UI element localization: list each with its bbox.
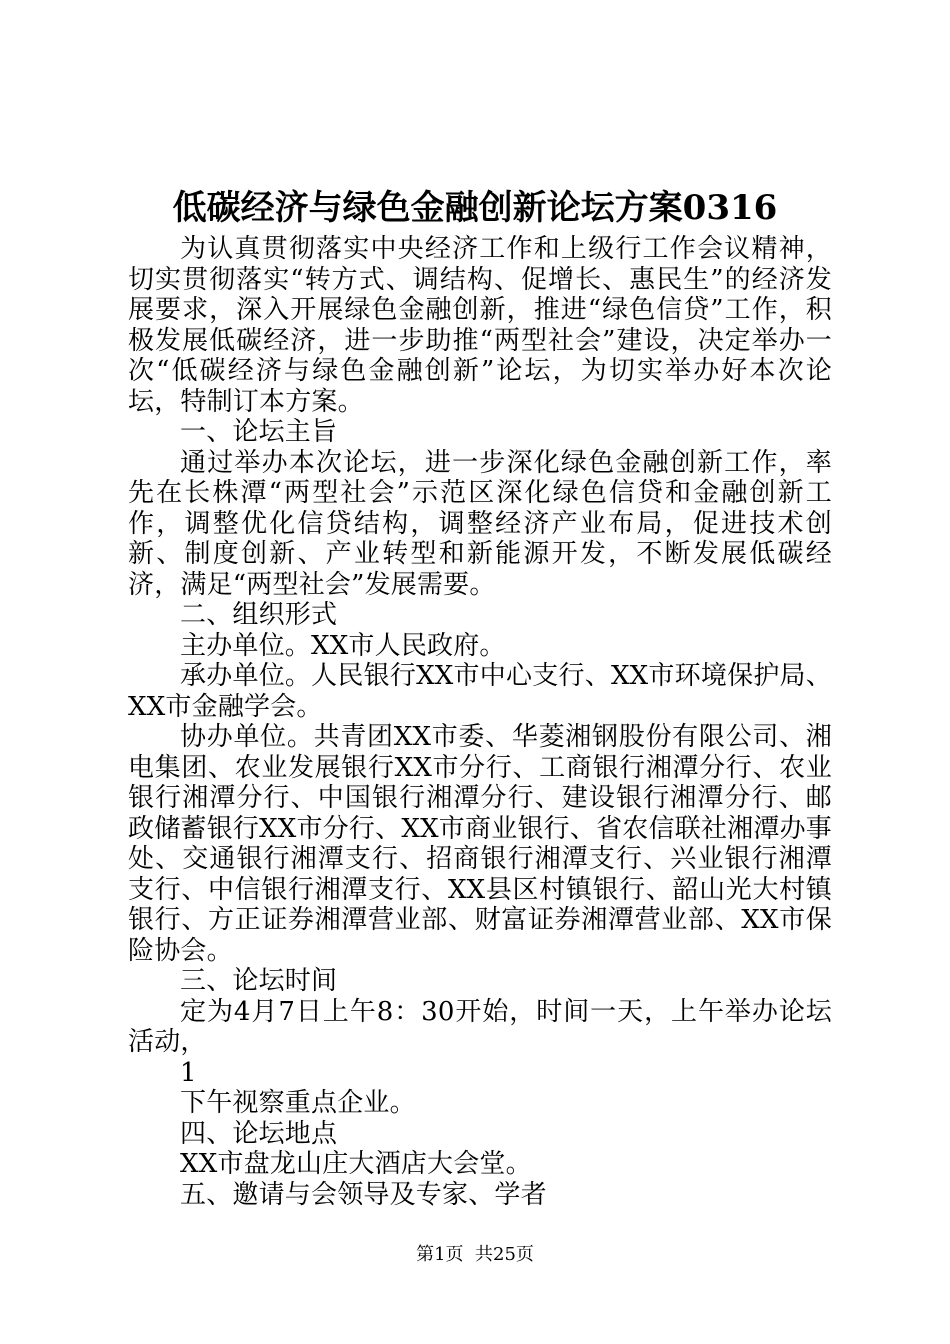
page-footer: 第1页 共25页 xyxy=(416,1244,534,1265)
section-heading-organization: 二、组织形式 xyxy=(180,600,338,630)
host-paragraph: 主办单位。XX市人民政府。 xyxy=(180,630,506,661)
section-heading-venue: 四、论坛地点 xyxy=(180,1118,338,1149)
organizer-paragraph: 承办单位。人民银行XX市中心支行、XX市环境保护局、XX市金融学会。 xyxy=(128,661,832,722)
section-heading-time: 三、论坛时间 xyxy=(180,966,338,996)
document-title: 低碳经济与绿色金融创新论坛方案0316 xyxy=(172,188,778,228)
time-paragraph: 定为4月7日上午8：30开始，时间一天，上午举办论坛活动， xyxy=(128,996,832,1057)
co-organizer-paragraph: 协办单位。共青团XX市委、华菱湘钢股份有限公司、湘电集团、农业发展银行XX市分行、工商银行湘潭分行、农业银行湘潭分行、中国银行湘潭分行、建设银行湘潭分行、邮政储蓄银行XX市分行、XX市商业银行、省农信联社湘潭办事处、交通银行湘潭支行、招商银行湘潭支行、兴业银行湘潭支行、中信银行湘潭支行、XX县区村镇银行、韶山光大村镇银行、方正证券湘潭营业部、财富证券湘潭营业部、XX市保险协会。 xyxy=(128,722,832,966)
venue-paragraph: XX市盘龙山庄大酒店大会堂。 xyxy=(180,1149,532,1179)
section-heading-guests: 五、邀请与会领导及专家、学者 xyxy=(180,1179,547,1210)
intro-paragraph: 为认真贯彻落实中央经济工作和上级行工作会议精神，切实贯彻落实“转方式、调结构、促增长、惠民生”的经济发展要求，深入开展绿色金融创新，推进“绿色信贷”工作，积极发展低碳经济，进一步助推“两型社会”建设，决定举办一次“低碳经济与绿色金融创新”论坛，为切实举办好本次论坛，特制订本方案。 xyxy=(128,234,832,417)
section-heading-purpose: 一、论坛主旨 xyxy=(180,417,338,447)
afternoon-paragraph: 下午视察重点企业。 xyxy=(180,1088,416,1118)
document-body xyxy=(128,234,832,1210)
purpose-paragraph: 通过举办本次论坛，进一步深化绿色金融创新工作，率先在长株潭“两型社会”示范区深化绿色信贷和金融创新工作，调整优化信贷结构，调整经济产业布局，促进技术创新、制度创新、产业转型和新能源开发，不断发展低碳经济，满足“两型社会”发展需要。 xyxy=(128,447,832,600)
stray-page-number: 1 xyxy=(180,1057,197,1088)
